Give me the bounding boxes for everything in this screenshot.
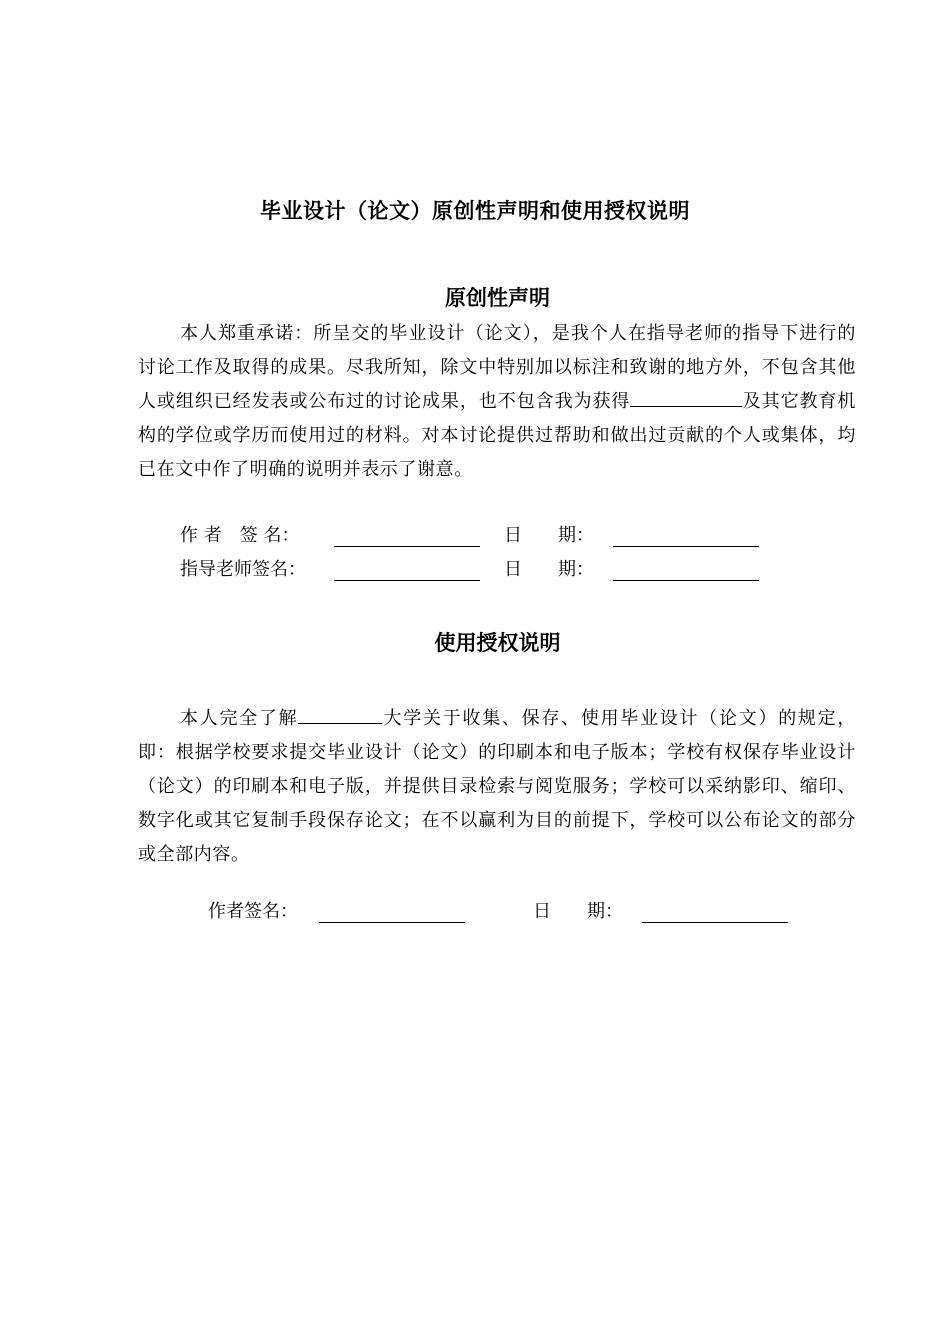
authorization-author-field[interactable] xyxy=(319,902,465,923)
authorization-author-label: 作者签名： xyxy=(208,901,298,922)
originality-text-part1: 本人郑重承诺：所呈交的毕业设计（论文），是我个人在指导老师的指导下进行的讨论工作及取得的成果。尽我所知，除文中特别加以标注和致谢的地方外，不包含其他人或组织已经发表或公布过的讨论成果，也不包含我为获得 xyxy=(138,323,856,412)
document-title: 毕业设计（论文）原创性声明和使用授权说明 xyxy=(260,199,690,223)
advisor-signature-row xyxy=(180,555,780,585)
originality-statement xyxy=(138,317,856,487)
author-signature-row xyxy=(180,521,780,551)
advisor-date-field[interactable] xyxy=(613,560,759,581)
authorization-signature-row xyxy=(208,897,808,927)
authorization-heading: 使用授权说明 xyxy=(434,631,561,655)
university-name-blank[interactable] xyxy=(298,705,382,724)
authorization-date-field[interactable] xyxy=(642,902,788,923)
degree-institution-blank[interactable] xyxy=(630,388,742,407)
author-signature-label: 作 者 签 名： xyxy=(180,525,300,546)
author-date-field[interactable] xyxy=(613,526,759,547)
originality-text-part2: 及其它教育机构的学位或学历而使用过的材料。对本讨论提供过帮助和做出过贡献的个人或集体，均已在文中作了明确的说明并表示了谢意。 xyxy=(138,391,856,480)
authorization-text-part2: 大学关于收集、保存、使用毕业设计（论文）的规定，即：根据学校要求提交毕业设计（论文）的印刷本和电子版本；学校有权保存毕业设计（论文）的印刷本和电子版，并提供目录检索与阅览服务；学校可以采纳影印、缩印、数字化或其它复制手段保存论文；在不以赢利为目的前提下，学校可以公布论文的部分或全部内容。 xyxy=(138,708,856,865)
advisor-signature-field[interactable] xyxy=(334,560,480,581)
advisor-signature-label: 指导老师签名： xyxy=(180,559,306,580)
advisor-date-label: 日 期： xyxy=(504,559,594,580)
authorization-statement xyxy=(138,702,856,872)
authorization-text-part1: 本人完全了解 xyxy=(180,708,299,729)
author-date-label: 日 期： xyxy=(504,525,594,546)
authorization-date-label: 日 期： xyxy=(533,901,623,922)
originality-heading: 原创性声明 xyxy=(445,286,550,310)
author-signature-field[interactable] xyxy=(334,526,480,547)
